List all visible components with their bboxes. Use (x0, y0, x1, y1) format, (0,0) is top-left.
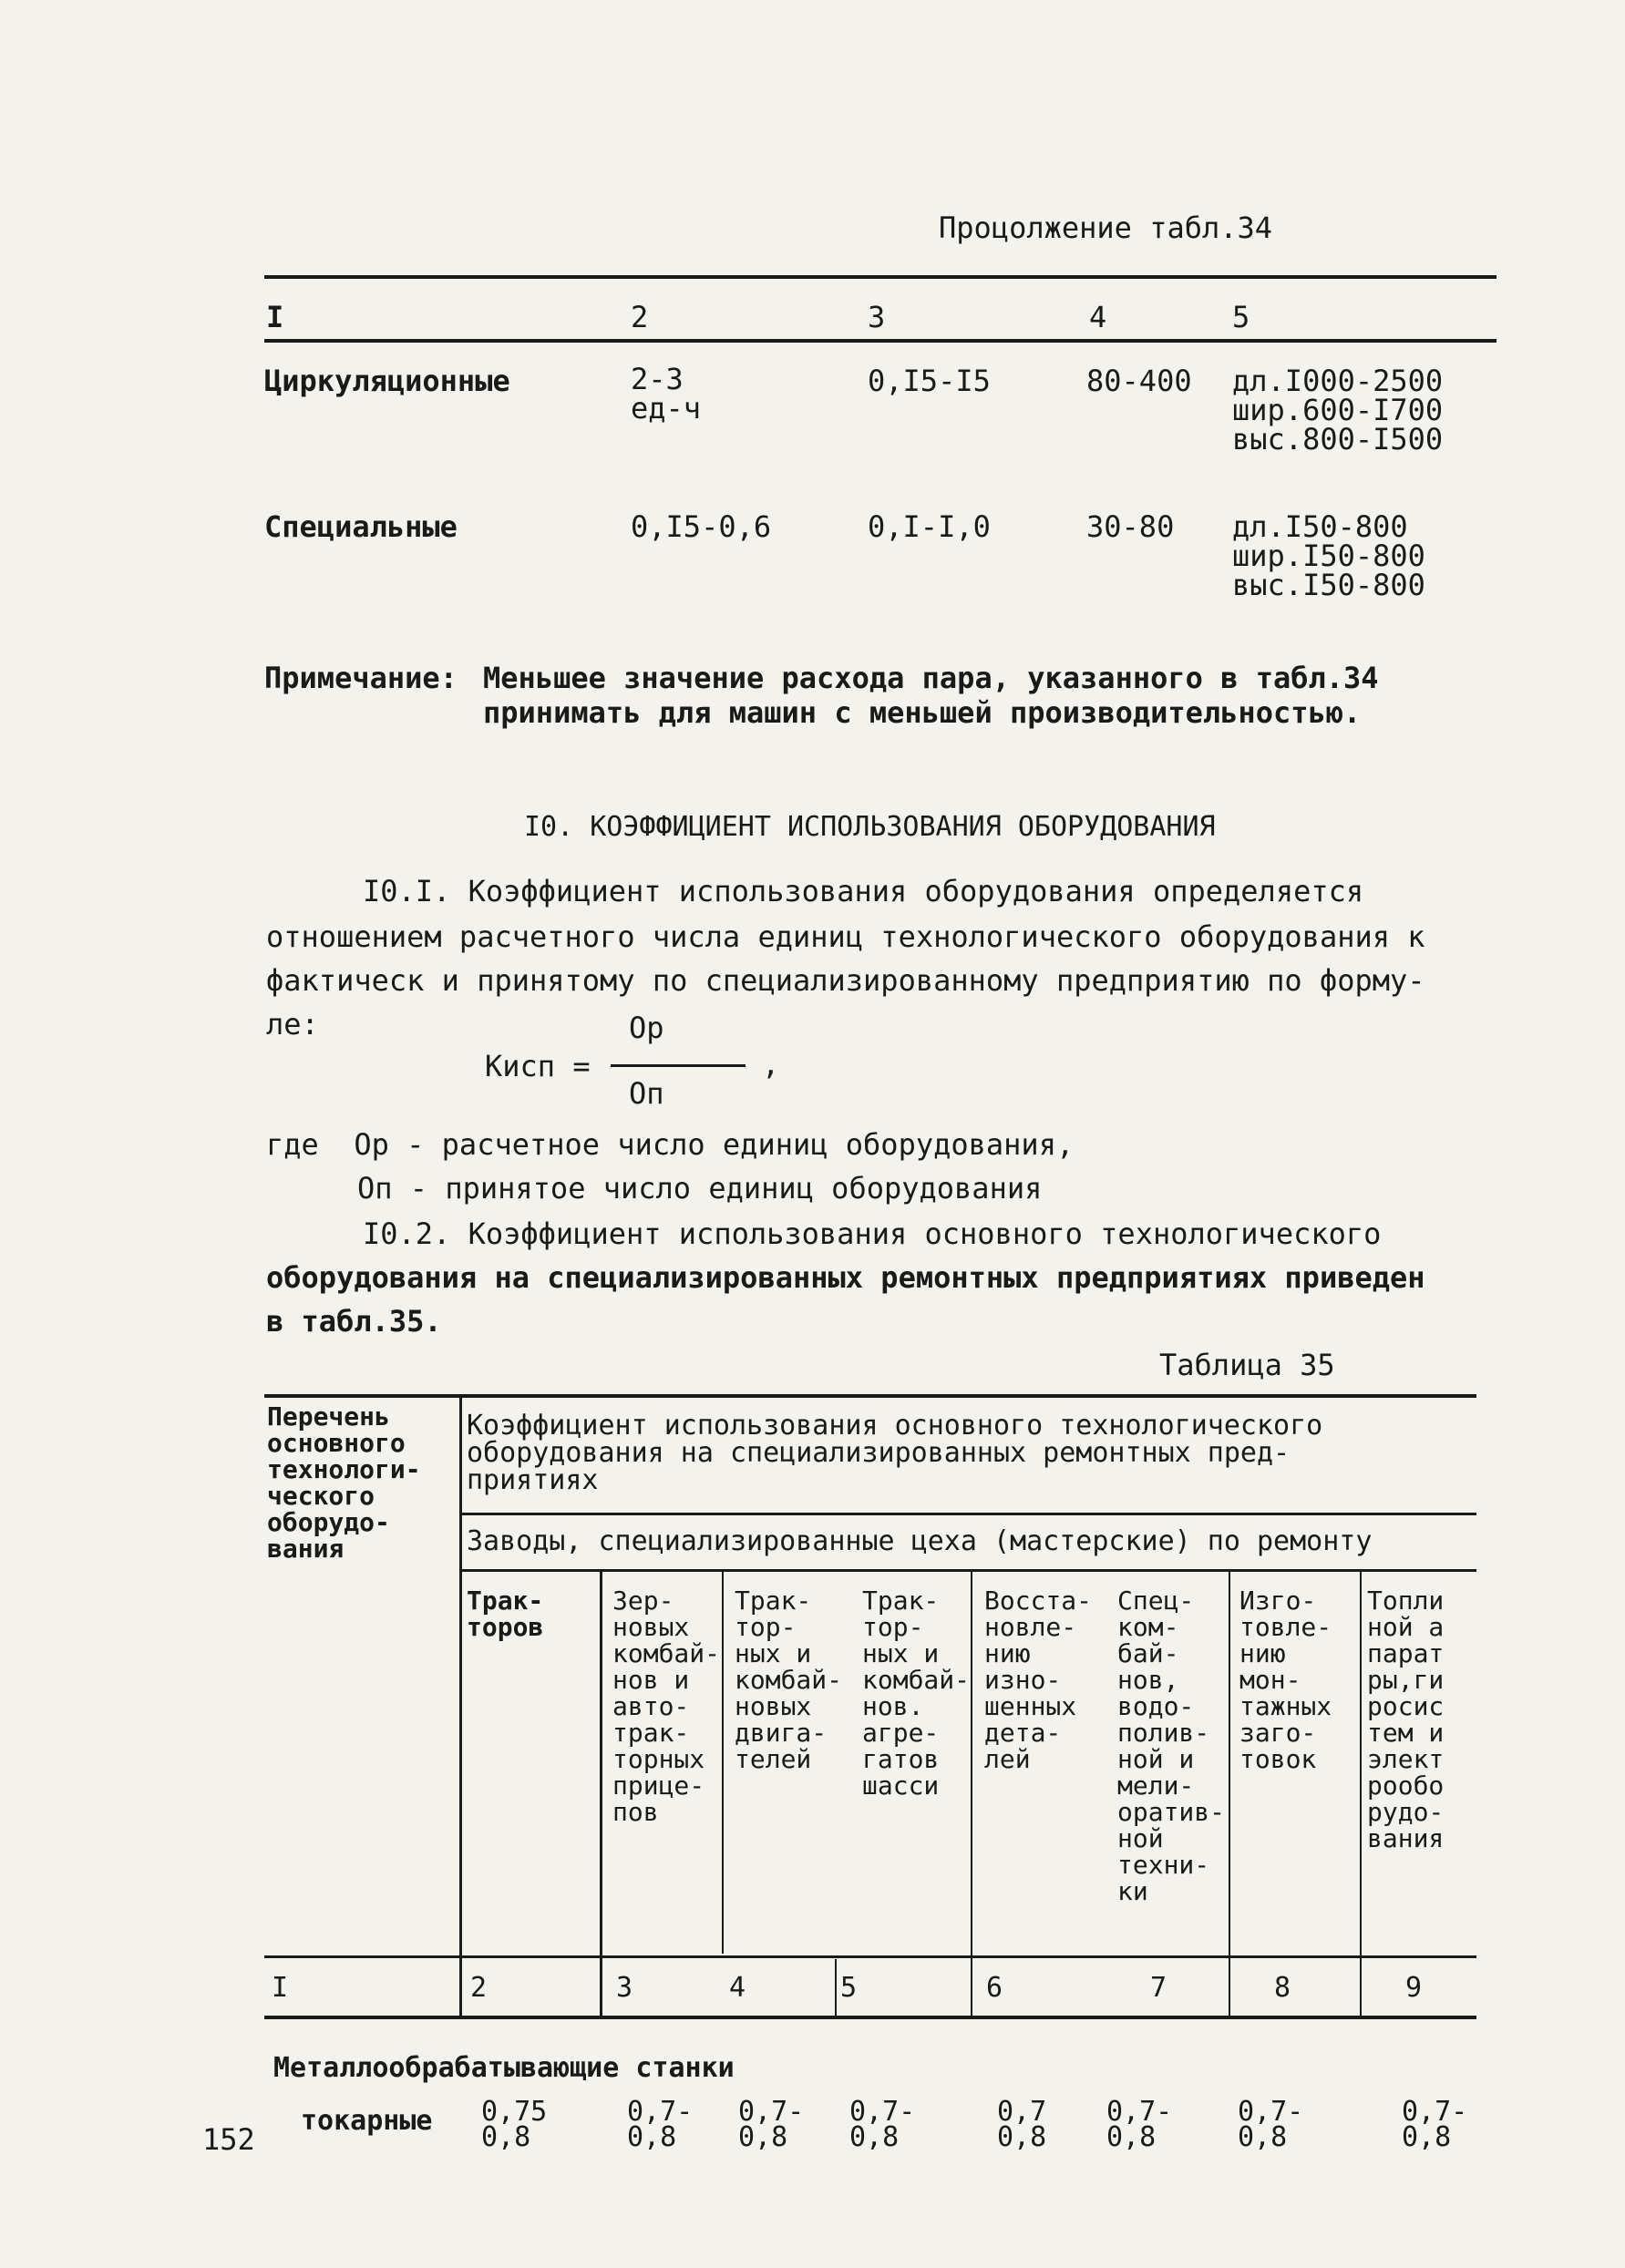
t35-vline-7 (1229, 1571, 1230, 2017)
para2-line2: оборудования на специализированных ремонтных предприятиях приведен (266, 1260, 1425, 1295)
para1-line4: ле: (266, 1007, 319, 1042)
t35-val-6: 0,7 0,8 (997, 2096, 1047, 2153)
formula-comma: , (762, 1047, 780, 1082)
t35-val-5: 0,7- 0,8 (849, 2096, 916, 2153)
t35-rule-5 (264, 2016, 1476, 2019)
t34-row1-c3: 0,I5-I5 (868, 364, 991, 398)
t34-row2-c4: 30-80 (1086, 509, 1175, 544)
t35-vline-3 (722, 1571, 724, 1954)
note-line-2: принимать для машин с меньшей производительностью. (483, 695, 1362, 730)
t34-colnum-2: 2 (631, 300, 649, 334)
t34-row2-c5: дл.I50-800 шир.I50-800 выс.I50-800 (1232, 509, 1425, 602)
t34-colnum-1: I (266, 300, 284, 334)
t35-vline-2 (600, 1571, 602, 2017)
t35-val-3: 0,7- 0,8 (627, 2096, 694, 2153)
where-line2: Oп - принятое число единиц оборудования (357, 1171, 1043, 1206)
t35-val-9: 0,7- 0,8 (1402, 2096, 1468, 2153)
t35-num-1: I (272, 1972, 289, 2004)
t35-col-special: Спец- ком- бай- нов, водо- полив- ной и мели- оратив- ной техни- ки (1117, 1586, 1226, 1906)
para2-line1: I0.2. Коэффициент использования основного технологического (363, 1216, 1382, 1251)
table34-top-rule (264, 275, 1496, 279)
t34-colnum-4: 4 (1089, 300, 1107, 334)
t35-num-9: 9 (1405, 1972, 1423, 2004)
para2-line3: в табл.35. (266, 1304, 442, 1339)
t35-head-coef: Коэффициент использования основного технологического оборудования на специализированных ремонтных пред- приятиях (467, 1410, 1323, 1496)
t35-col-blanks: Изго- товле- нию мон- тажных заго- товок (1239, 1586, 1332, 1774)
t35-vline-8 (1360, 1571, 1362, 2017)
where-line1: где Op - расчетное число единиц оборудования, (266, 1127, 1075, 1162)
t35-val-7: 0,7- 0,8 (1106, 2096, 1173, 2153)
t34-row1-c2: 2-3 ед-ч (631, 362, 702, 426)
fraction-bar (611, 1064, 746, 1067)
t34-colnum-3: 3 (868, 300, 886, 334)
formula-lhs: Кисп = (485, 1049, 591, 1083)
t35-col-tractors: Трак- торов (467, 1586, 544, 1642)
para1-line3: фактическ и принятому по специализированному предприятию по форму- (266, 963, 1425, 998)
t35-vline-5 (971, 1571, 972, 2017)
section-title: I0. КОЭФФИЦИЕНТ ИСПОЛЬЗОВАНИЯ ОБОРУДОВАНИЯ (524, 811, 1216, 843)
t35-head-equipment: Перечень основного технологи- ческого оборудо- вания (267, 1401, 421, 1564)
t35-col-engines: Трак- тор- ных и комбай- новых двига- телей (735, 1586, 843, 1774)
t34-row2-c3: 0,I-I,0 (868, 509, 991, 544)
t35-col-chassis: Трак- тор- ных и комбай- нов. агре- гатов шасси (862, 1586, 971, 1801)
page-number: 152 (202, 2122, 255, 2157)
t35-val-2: 0,75 0,8 (481, 2096, 548, 2153)
t35-val-4: 0,7- 0,8 (738, 2096, 805, 2153)
t35-val-8: 0,7- 0,8 (1238, 2096, 1304, 2153)
table34-head-rule (264, 339, 1496, 343)
t35-num-8: 8 (1274, 1972, 1291, 2004)
t34-row1-name: Циркуляционные (264, 364, 510, 398)
t34-colnum-5: 5 (1232, 300, 1250, 334)
t34-row2-name: Специальные (264, 509, 458, 544)
t35-rule-3 (461, 1569, 1476, 1572)
t35-num-3: 3 (616, 1972, 633, 2004)
t35-num-4: 4 (729, 1972, 746, 2004)
t35-num-7: 7 (1150, 1972, 1167, 2004)
t35-num-2: 2 (470, 1972, 488, 2004)
t35-head-plants: Заводы, специализированные цеха (мастерские) по ремонту (467, 1525, 1373, 1557)
t34-row1-c4: 80-400 (1086, 364, 1192, 398)
table35-caption: Таблица 35 (1159, 1348, 1335, 1382)
t34-row2-c2: 0,I5-0,6 (631, 509, 772, 544)
t35-vline-4b (835, 1959, 837, 2017)
t34-row1-c5: дл.I000-2500 шир.600-I700 выс.800-I500 (1232, 364, 1444, 457)
t35-num-6: 6 (986, 1972, 1003, 2004)
para1-line2: отношением расчетного числа единиц технологического оборудования к (266, 919, 1425, 954)
t35-num-5: 5 (840, 1972, 858, 2004)
t35-row-name: токарные (301, 2105, 433, 2137)
note-line-1: Меньшее значение расхода пара, указанного в табл.34 (483, 661, 1379, 695)
t35-col-combines: Зер- новых комбай- нов и авто- трак- торных прице- пов (612, 1586, 721, 1827)
para1-line1: I0.I. Коэффициент использования оборудования определяется (363, 874, 1364, 908)
t35-rule-4 (264, 1955, 1476, 1958)
t35-col-fuel: Топли ной а парат ры,ги росис тем и элект рообо рудо- вания (1367, 1586, 1445, 1853)
note-label: Примечание: (264, 661, 458, 695)
t35-vline-left (459, 1396, 462, 2017)
continuation-caption: Процолжение табл.34 (939, 210, 1273, 245)
t35-top-rule (264, 1394, 1476, 1398)
t35-rule-2 (461, 1513, 1476, 1515)
formula-numerator: Op (629, 1011, 664, 1045)
t35-col-restoration: Восста- новле- нию изно- шенных дета- лей (984, 1586, 1093, 1774)
t35-group-metalworking: Металлообрабатывающие станки (273, 2052, 735, 2084)
formula-denominator: Oп (629, 1076, 664, 1111)
